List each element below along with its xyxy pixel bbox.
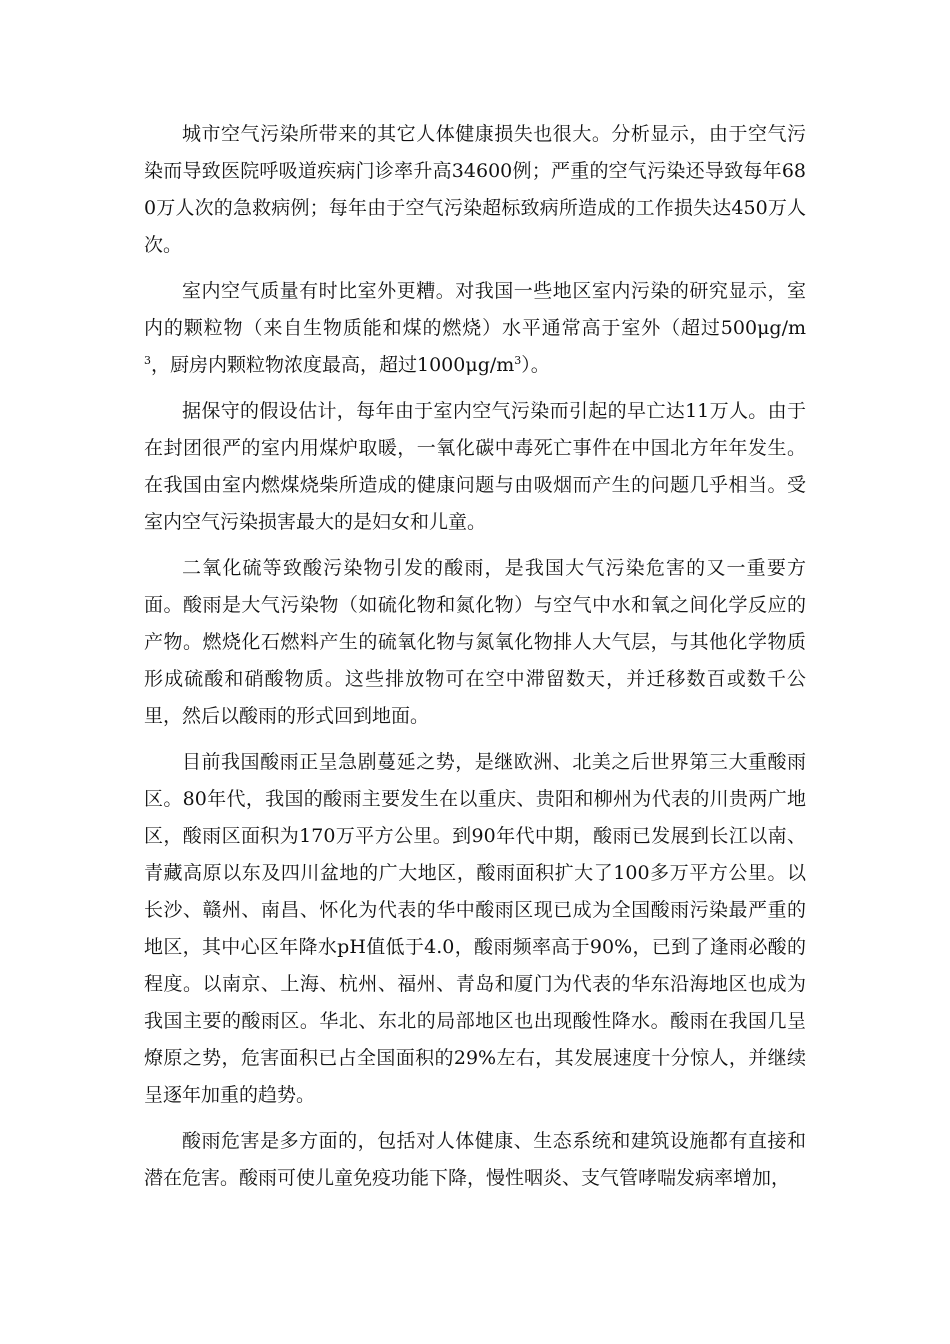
paragraph-indoor-part-3: ）。: [521, 354, 550, 376]
document-page: [144, 116, 806, 1206]
paragraph-indoor-part-2: ，厨房内颗粒物浓度最高，超过1000μg/m: [151, 354, 515, 376]
paragraph-indoor-part-1: 室内空气质量有时比室外更糟。对我国一些地区室内污染的研究显示，室内的颗粒物（来自生物质能和煤的燃烧）水平通常高于室外（超过500μg/m: [144, 280, 806, 339]
paragraph-acid-rain-cause: 二氧化硫等致酸污染物引发的酸雨，是我国大气污染危害的又一重要方面。酸雨是大气污染物（如硫化物和氮化物）与空气中水和氧之间化学反应的产物。燃烧化石燃料产生的硫氧化物与氮氧化物排人大气层，与其他化学物质形成硫酸和硝酸物质。这些排放物可在空中滞留数天，并迁移数百或数千公里，然后以酸雨的形式回到地面。: [144, 557, 806, 727]
superscript-cubed: 3: [144, 354, 151, 367]
paragraph-urban-health-loss: 城市空气污染所带来的其它人体健康损失也很大。分析显示，由于空气污染而导致医院呼吸道疾病门诊率升高34600例；严重的空气污染还导致每年680万人次的急救病例；每年由于空气污染超标致病所造成的工作损失达450万人次。: [144, 123, 806, 256]
paragraph-indoor-mortality: 据保守的假设估计，每年由于室内空气污染而引起的早亡达11万人。由于在封团很严的室内用煤炉取暖，一氧化碳中毒死亡事件在中国北方年年发生。在我国由室内燃煤烧柴所造成的健康问题与由吸烟而产生的问题几乎相当。受室内空气污染损害最大的是妇女和儿童。: [144, 400, 806, 533]
paragraph-indoor-air-quality: [144, 273, 806, 384]
superscript-cubed: 3: [514, 354, 522, 367]
paragraph-acid-rain-harm: 酸雨危害是多方面的，包括对人体健康、生态系统和建筑设施都有直接和潜在危害。酸雨可使儿童免疫功能下降，慢性咽炎、支气管哮喘发病率增加，: [144, 1130, 806, 1189]
paragraph-acid-rain-spread: 目前我国酸雨正呈急剧蔓延之势，是继欧洲、北美之后世界第三大重酸雨区。80年代，我国的酸雨主要发生在以重庆、贵阳和柳州为代表的川贵两广地区，酸雨区面积为170万平方公里。到90年代中期，酸雨已发展到长江以南、青藏高原以东及四川盆地的广大地区，酸雨面积扩大了100多万平方公里。以长沙、赣州、南昌、怀化为代表的华中酸雨区现已成为全国酸雨污染最严重的地区，其中心区年降水pH值低于4.0，酸雨频率高于90%，已到了逢雨必酸的程度。以南京、上海、杭州、福州、青岛和厦门为代表的华东沿海地区也成为我国主要的酸雨区。华北、东北的局部地区也出现酸性降水。酸雨在我国几呈燎原之势，危害面积已占全国面积的29%左右，其发展速度十分惊人，并继续呈逐年加重的趋势。: [144, 751, 806, 1106]
